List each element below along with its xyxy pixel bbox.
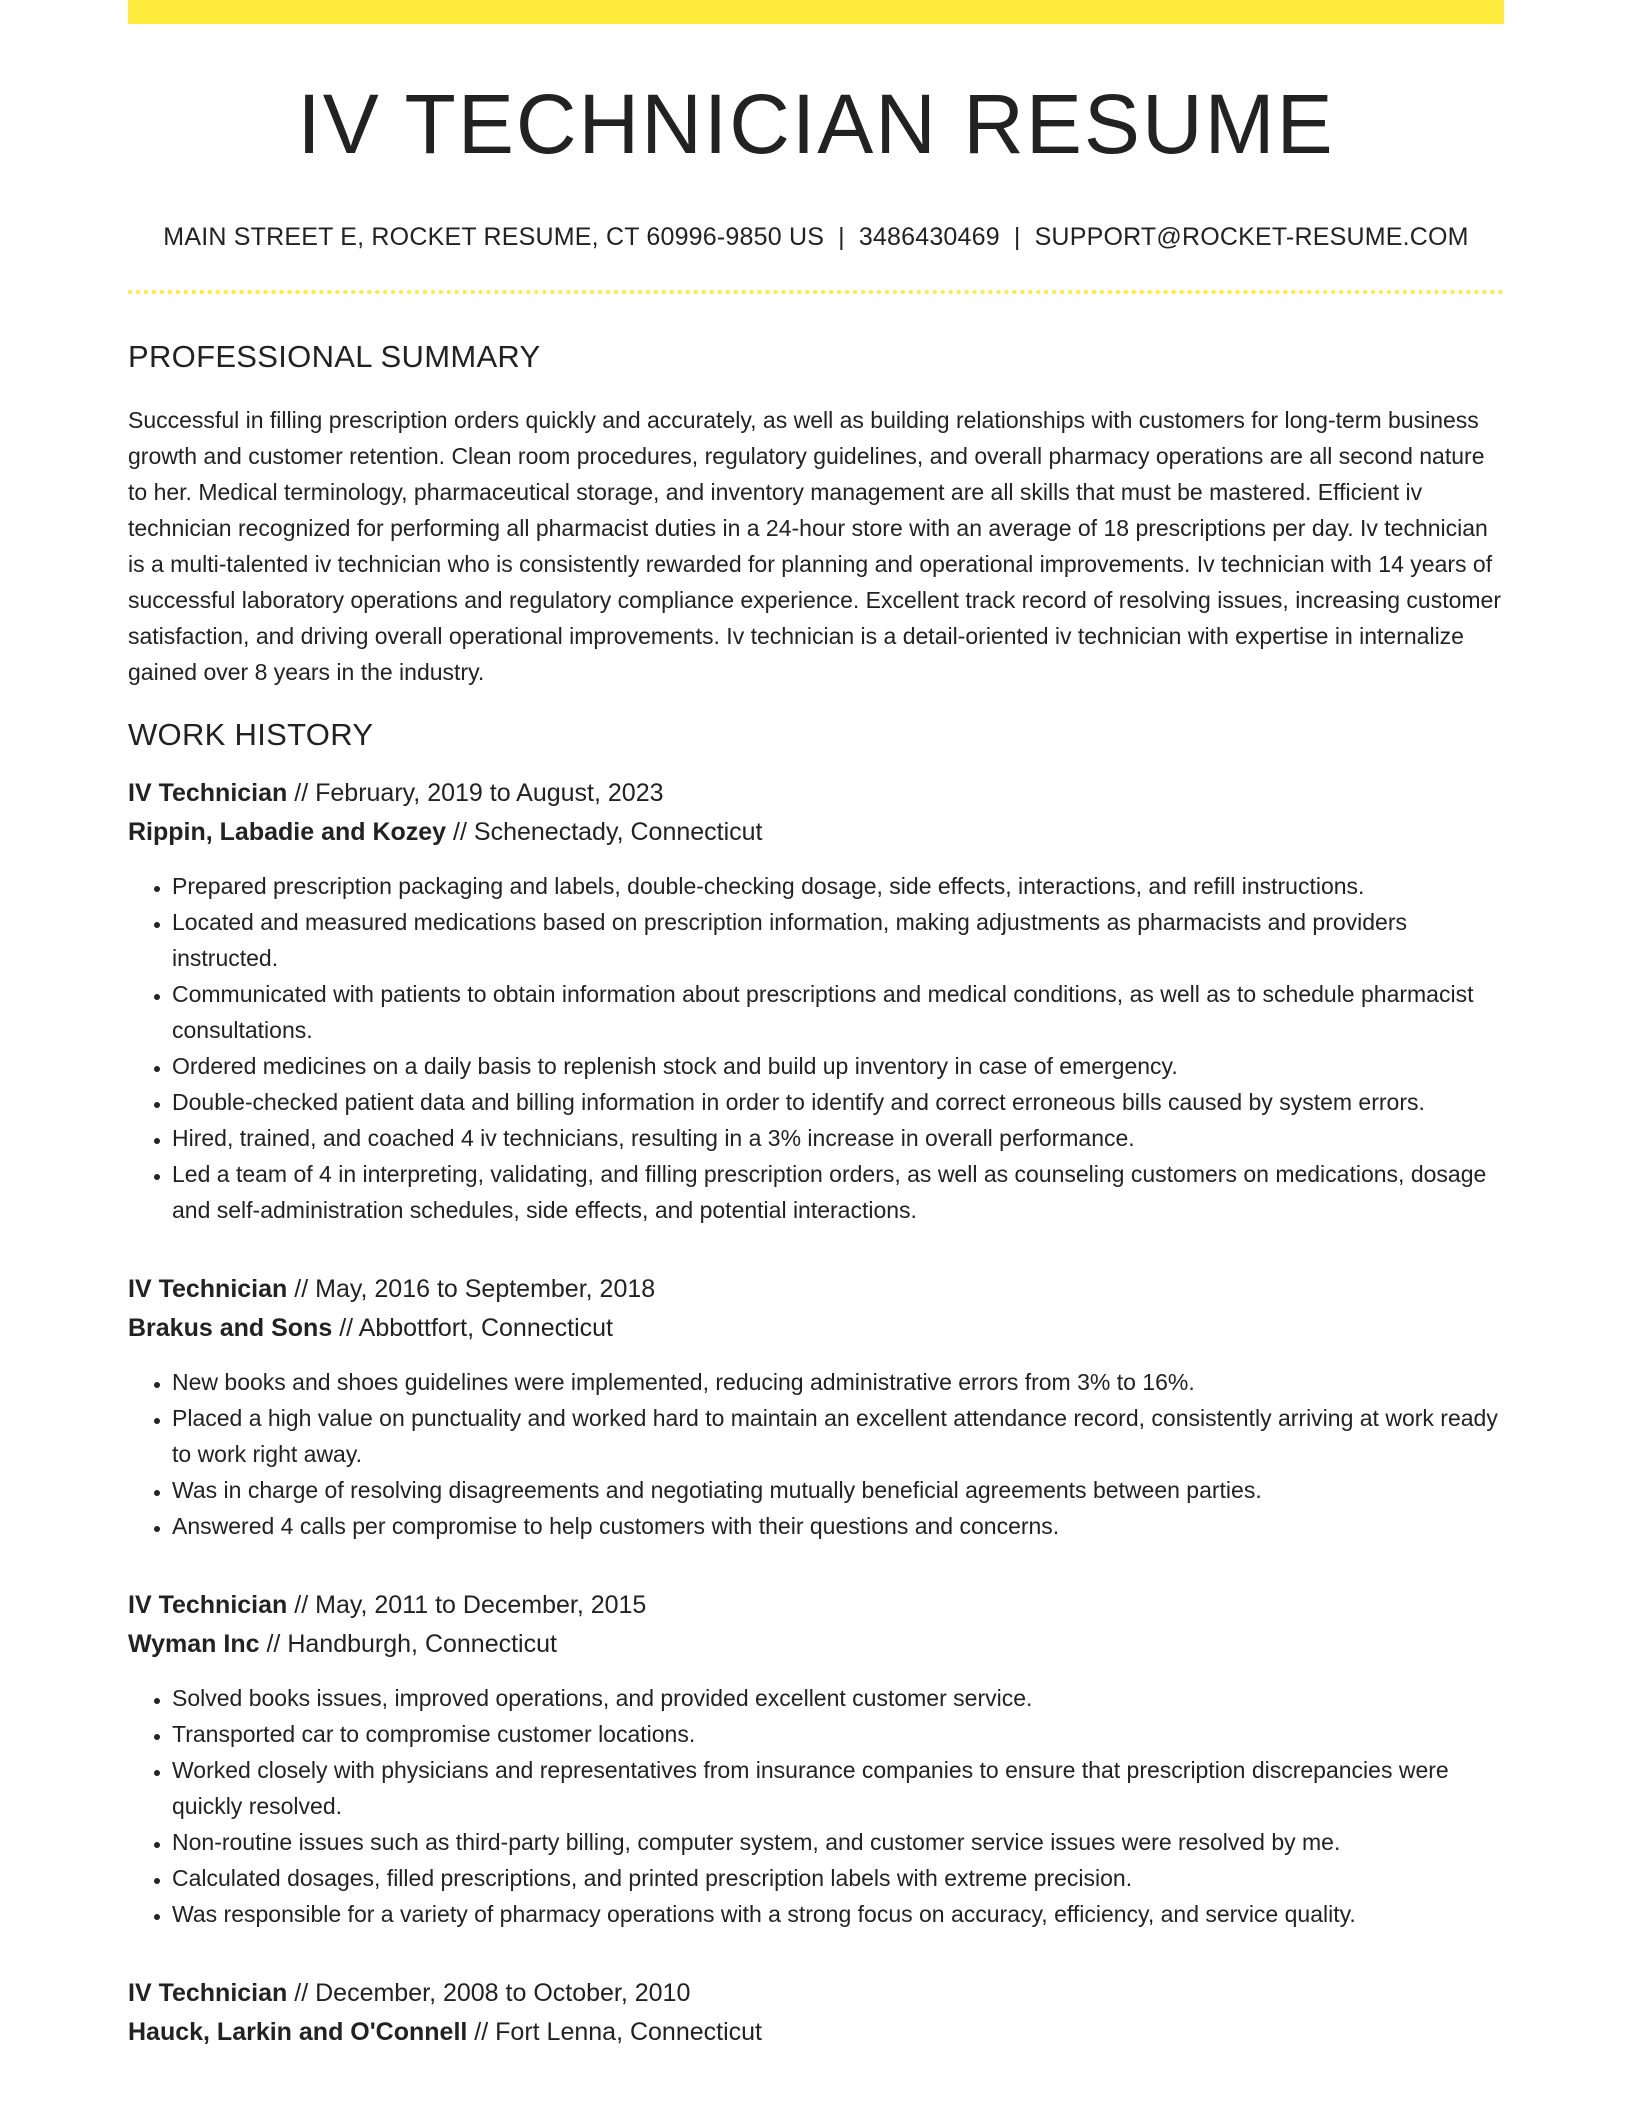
job-title: IV Technician <box>128 1591 288 1620</box>
job-bullet: • Hired, trained, and coached 4 iv technicians, resulting in a 3% increase in overall performance. <box>172 1120 1504 1156</box>
job-dates: May, 2016 to September, 2018 <box>315 1275 656 1304</box>
job-bullet: • Calculated dosages, filled prescriptions, and printed prescription labels with extreme precision. <box>172 1860 1504 1896</box>
job-divider: // <box>294 1591 309 1620</box>
job-company-line <box>128 1625 1504 1664</box>
job-title: IV Technician <box>128 1979 288 2008</box>
job-location: Abbottfort, Connecticut <box>358 1314 613 1343</box>
job-bullet: • Double-checked patient data and billing information in order to identify and correct erroneous bills caused by system errors. <box>172 1084 1504 1120</box>
contact-email: SUPPORT@ROCKET-RESUME.COM <box>1034 223 1469 251</box>
job-company-line <box>128 813 1504 852</box>
job-bullet: • Transported car to compromise customer locations. <box>172 1716 1504 1752</box>
job-bullets <box>128 1680 1504 1932</box>
contact-phone: 3486430469 <box>858 223 1000 251</box>
job-dates: February, 2019 to August, 2023 <box>315 779 664 808</box>
job-company: Rippin, Labadie and Kozey <box>128 818 447 847</box>
contact-separator: | <box>1013 223 1021 251</box>
job-title: IV Technician <box>128 1275 288 1304</box>
job-company: Hauck, Larkin and O'Connell <box>128 2018 468 2047</box>
job-company: Wyman Inc <box>128 1630 260 1659</box>
job-bullet: • Ordered medicines on a daily basis to replenish stock and build up inventory in case of emergency. <box>172 1048 1504 1084</box>
job-bullet: • Was in charge of resolving disagreements and negotiating mutually beneficial agreements between parties. <box>172 1472 1504 1508</box>
job-title-line <box>128 1586 1504 1625</box>
job-bullets <box>128 1364 1504 1544</box>
job-divider: // <box>294 1979 309 2008</box>
job-title-line <box>128 774 1504 813</box>
job-bullet: • Worked closely with physicians and representatives from insurance companies to ensure that prescription discrepancies were quickly resolved. <box>172 1752 1504 1824</box>
resume-title: IV TECHNICIAN RESUME <box>297 77 1335 171</box>
job-divider: // <box>339 1314 354 1343</box>
top-accent-bar <box>128 0 1504 24</box>
job-company-line <box>128 1309 1504 1348</box>
job-bullet: • Communicated with patients to obtain information about prescriptions and medical conditions, as well as to schedule pharmacist consultations. <box>172 976 1504 1048</box>
job-company-line <box>128 2013 1504 2052</box>
job-location: Schenectady, Connecticut <box>473 818 763 847</box>
job-divider: // <box>294 779 309 808</box>
job-divider: // <box>453 818 467 847</box>
job-location: Handburgh, Connecticut <box>287 1630 557 1659</box>
job-dates: May, 2011 to December, 2015 <box>315 1591 647 1620</box>
job-title-line <box>128 1974 1504 2013</box>
job-bullets <box>128 868 1504 1228</box>
job-entry <box>128 1586 1504 1932</box>
job-title: IV Technician <box>128 779 288 808</box>
dotted-divider <box>128 290 1504 294</box>
contact-address: MAIN STREET E, ROCKET RESUME, CT 60996-9850 US <box>163 223 825 251</box>
job-divider: // <box>294 1275 309 1304</box>
job-bullet: • New books and shoes guidelines were implemented, reducing administrative errors from 3% to 16%. <box>172 1364 1504 1400</box>
job-bullet: • Was responsible for a variety of pharmacy operations with a strong focus on accuracy, efficiency, and service quality. <box>172 1896 1504 1932</box>
job-bullet: • Prepared prescription packaging and labels, double-checking dosage, side effects, interactions, and refill instructions. <box>172 868 1504 904</box>
job-bullet: • Solved books issues, improved operations, and provided excellent customer service. <box>172 1680 1504 1716</box>
job-bullet: • Placed a high value on punctuality and worked hard to maintain an excellent attendance record, consistently arriving at work ready to work right away. <box>172 1400 1504 1472</box>
summary-heading: PROFESSIONAL SUMMARY <box>128 339 541 374</box>
job-divider: // <box>474 2018 489 2047</box>
job-divider: // <box>266 1630 281 1659</box>
job-title-line <box>128 1270 1504 1309</box>
job-entry <box>128 1270 1504 1544</box>
job-entry <box>128 1974 1504 2052</box>
job-bullet: • Answered 4 calls per compromise to help customers with their questions and concerns. <box>172 1508 1504 1544</box>
resume-page <box>128 0 1504 2052</box>
job-bullet: • Led a team of 4 in interpreting, validating, and filling prescription orders, as well as counseling customers on medications, dosage and self-administration schedules, side effects, and potential interactions. <box>172 1156 1504 1228</box>
work-history-heading: WORK HISTORY <box>128 717 374 753</box>
job-bullet: • Non-routine issues such as third-party billing, computer system, and customer service issues were resolved by me. <box>172 1824 1504 1860</box>
job-location: Fort Lenna, Connecticut <box>495 2018 762 2047</box>
summary-text: Successful in filling prescription orders quickly and accurately, as well as building relationships with customers for long-term business growth and customer retention. Clean room procedures, regulatory guidelines, and overall pharmacy operations are all second nature to her. Medical terminology, pharmaceutical storage, and inventory management are all skills that must be mastered. Efficient iv technician recognized for performing all pharmacist duties in a 24-hour store with an average of 18 prescriptions per day. Iv technician is a multi-talented iv technician who is consistently rewarded for planning and operational improvements. Iv technician with 14 years of successful laboratory operations and regulatory compliance experience. Excellent track record of resolving issues, increasing customer satisfaction, and driving overall operational improvements. Iv technician is a detail-oriented iv technician with expertise in internalize gained over 8 years in the industry. <box>128 407 1502 686</box>
job-dates: December, 2008 to October, 2010 <box>315 1979 691 2008</box>
contact-separator: | <box>838 223 845 251</box>
job-company: Brakus and Sons <box>128 1314 333 1343</box>
job-entry <box>128 774 1504 1228</box>
contact-line <box>128 222 1504 252</box>
job-bullet: • Located and measured medications based on prescription information, making adjustments as pharmacists and providers instructed. <box>172 904 1504 976</box>
